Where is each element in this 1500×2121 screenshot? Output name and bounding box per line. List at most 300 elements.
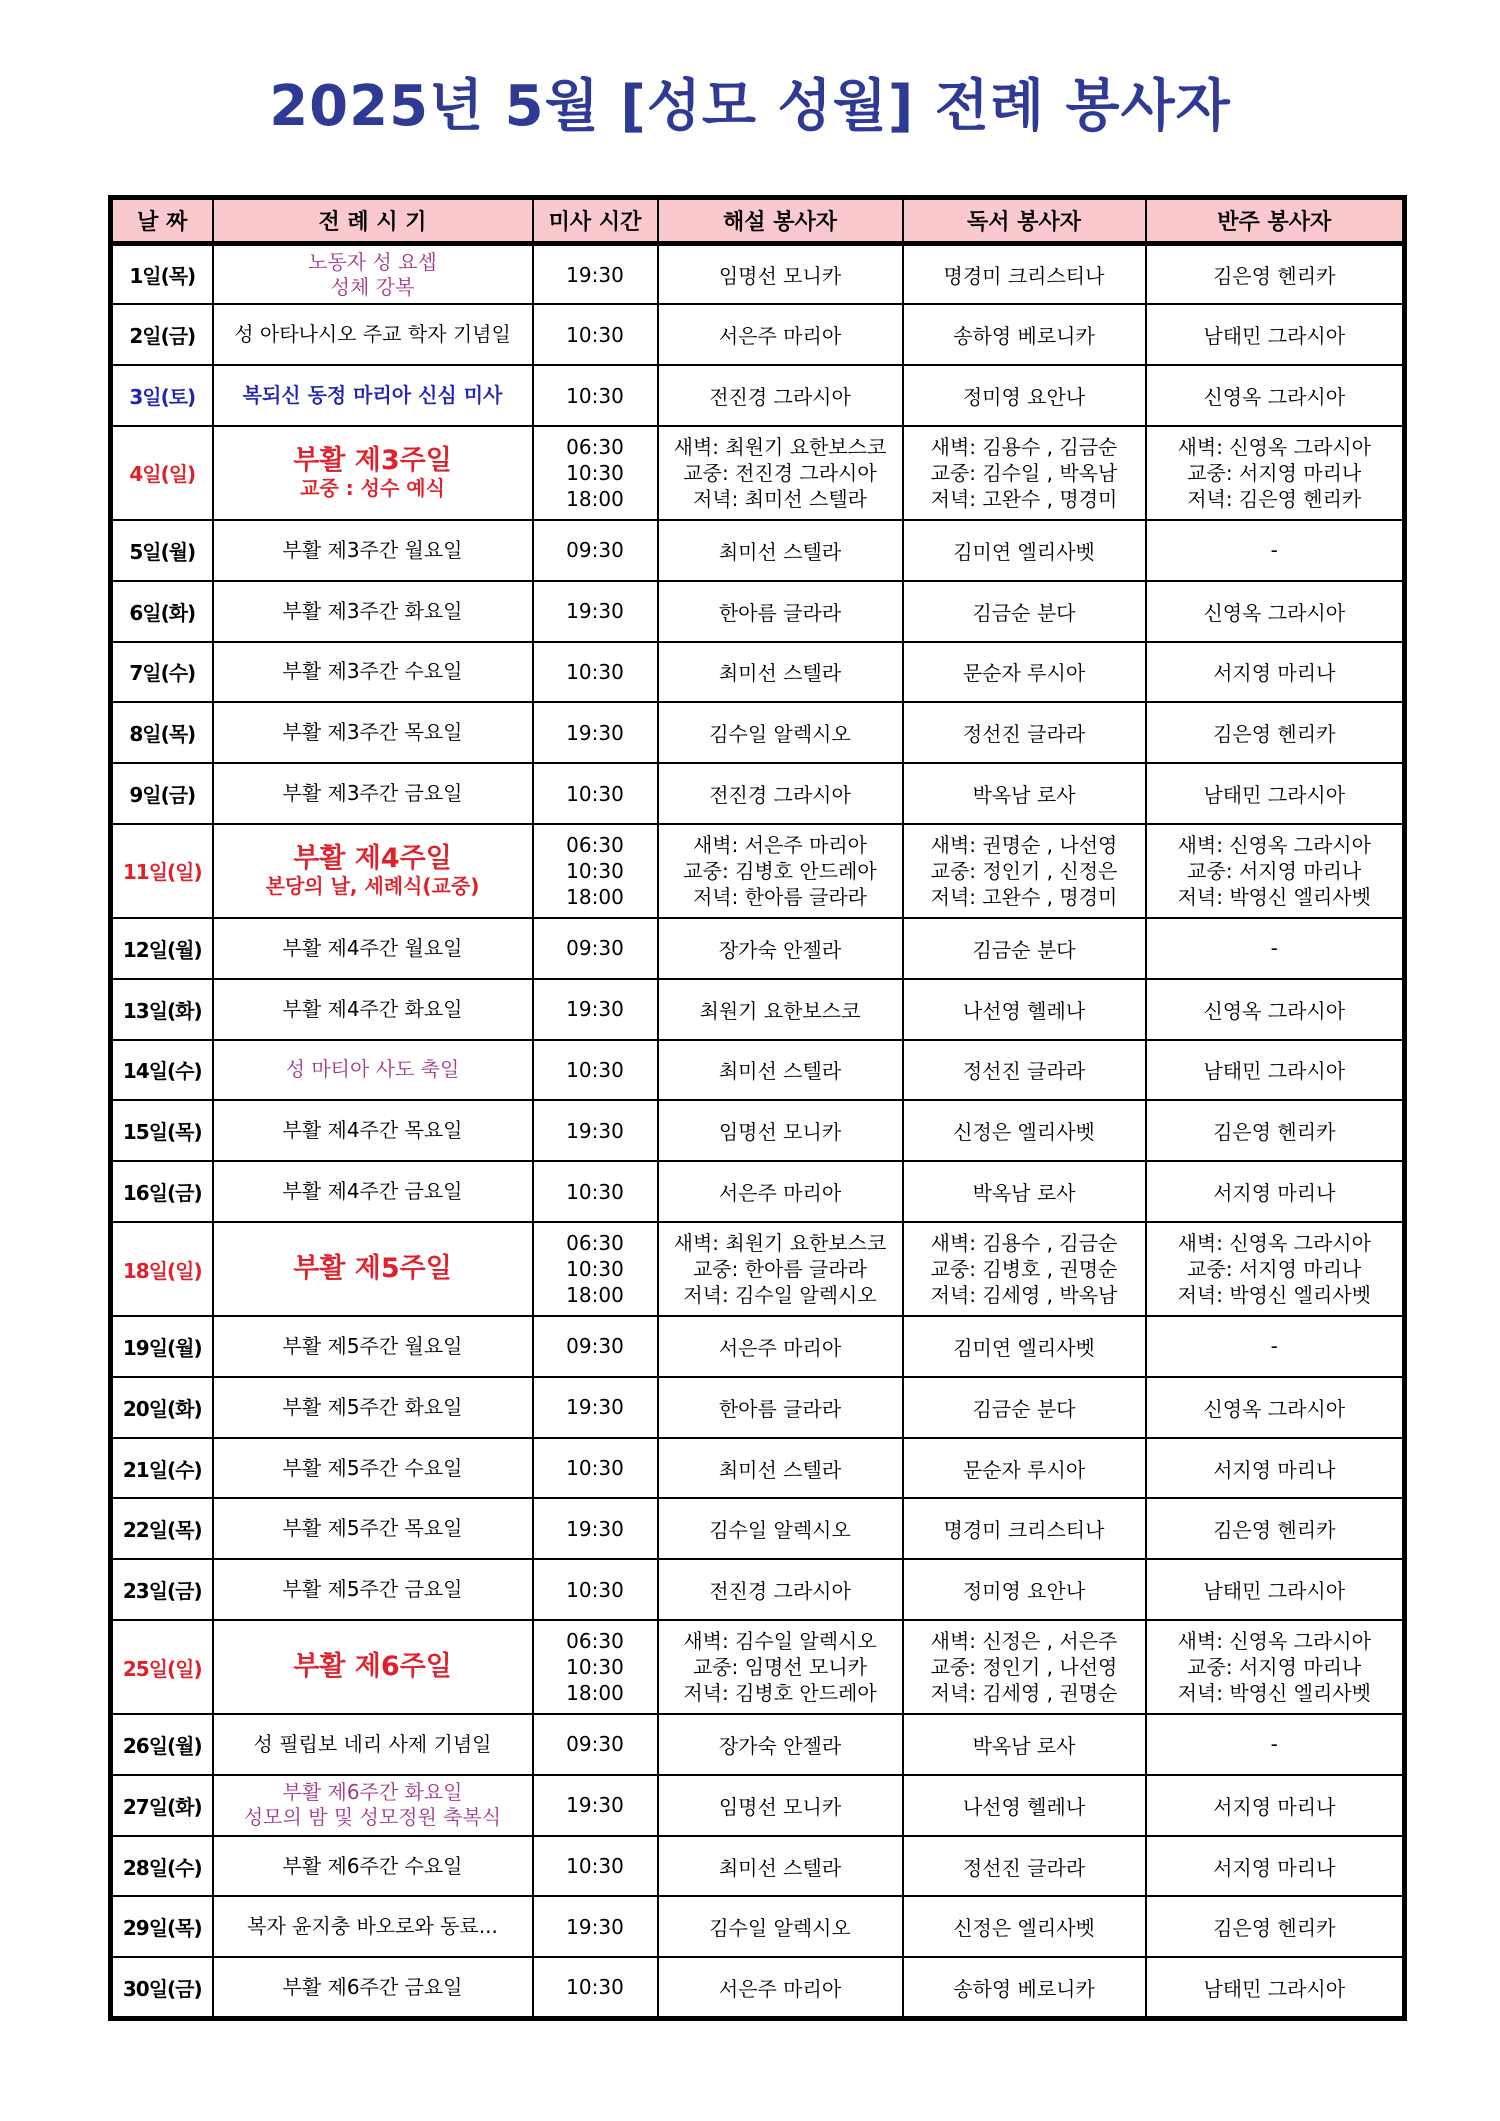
liturgy-cell (213, 1316, 533, 1377)
mass-time-cell (533, 1559, 658, 1620)
liturgy-line: 부활 제6주간 수요일 (282, 1853, 463, 1878)
liturgy-cell (213, 824, 533, 917)
volunteer-name: 전진경 그라시아 (709, 385, 851, 410)
date-cell: 25일(일) (111, 1620, 213, 1713)
volunteer-name: 임명선 모니카 (718, 1794, 842, 1819)
volunteer-name: 최미선 스텔라 (718, 1059, 842, 1084)
liturgy-cell (213, 1222, 533, 1315)
header-liturgy: 전 례 시 기 (213, 198, 533, 244)
reader-cell (903, 365, 1146, 426)
table-row (111, 1714, 1405, 1775)
volunteer-name: 최미선 스텔라 (718, 539, 842, 564)
header-organist: 반주 봉사자 (1146, 198, 1405, 244)
date-cell: 20일(화) (111, 1377, 213, 1438)
liturgy-line: 성체 강복 (330, 274, 415, 299)
table-row (111, 763, 1405, 824)
mass-time-cell (533, 1438, 658, 1499)
organist-cell (1146, 1836, 1405, 1897)
date-cell: 13일(화) (111, 979, 213, 1040)
mass-time: 10:30 (566, 1854, 624, 1879)
header-row (111, 198, 1405, 244)
mass-time: 10:30 (566, 1456, 624, 1480)
liturgy-cell (213, 1957, 533, 2018)
mass-time-cell (533, 979, 658, 1040)
table-row (111, 702, 1405, 763)
liturgy-line: 부활 제6주간 금요일 (282, 1974, 463, 1999)
date-cell: 9일(금) (111, 763, 213, 824)
liturgy-line: 교중 : 성수 예식 (300, 475, 445, 500)
volunteer-name: 김금순 분다 (972, 600, 1076, 625)
date-cell: 21일(수) (111, 1438, 213, 1499)
volunteer-name: 신영옥 그라시아 (1203, 998, 1346, 1023)
liturgy-cell (213, 1377, 533, 1438)
reader-cell (903, 1222, 1146, 1315)
volunteer-name: 최미선 스텔라 (718, 661, 842, 686)
liturgy-line: 부활 제5주간 금요일 (282, 1577, 463, 1602)
liturgy-cell (213, 1896, 533, 1957)
organist-cell (1146, 1438, 1405, 1499)
organist-cell (1146, 824, 1405, 917)
volunteer-name: 교중: 전진경 그라시아 (683, 460, 877, 485)
volunteer-name: 저녁: 최미선 스텔라 (692, 486, 867, 511)
date-cell: 5일(월) (111, 520, 213, 581)
volunteer-name: 전진경 그라시아 (709, 1579, 851, 1604)
mass-time: 10:30 (566, 781, 624, 806)
mass-time: 10:30 (566, 383, 624, 408)
reader-cell (903, 1957, 1146, 2018)
commentator-cell (658, 1438, 903, 1499)
volunteer-name: 서은주 마리아 (718, 1976, 842, 2001)
liturgy-line: 부활 제4주간 화요일 (282, 996, 463, 1021)
organist-cell (1146, 702, 1405, 763)
organist-cell (1146, 1957, 1405, 2018)
volunteer-name: 교중: 한아름 글라라 (692, 1257, 867, 1281)
mass-time-cell (533, 1620, 658, 1713)
volunteer-name: 김금순 분다 (972, 1396, 1076, 1421)
mass-time: 06:30 (566, 1231, 624, 1255)
table-row (111, 824, 1405, 917)
liturgy-line: 부활 제4주일 (293, 842, 452, 874)
volunteer-name: 김은영 헨리카 (1213, 722, 1336, 747)
liturgy-cell (213, 1559, 533, 1620)
commentator-cell (658, 365, 903, 426)
volunteer-name: 새벽: 김용수 , 김금순 (930, 434, 1118, 459)
date-cell: 26일(월) (111, 1714, 213, 1775)
table-row (111, 581, 1405, 642)
volunteer-name: 교중: 정인기 , 나선영 (930, 1655, 1118, 1680)
mass-time-cell (533, 365, 658, 426)
mass-time: 19:30 (566, 720, 624, 745)
volunteer-name: 서지영 마리나 (1213, 1855, 1336, 1880)
liturgy-line: 부활 제4주간 월요일 (282, 935, 463, 960)
mass-time: 10:30 (566, 1057, 624, 1082)
date-cell: 3일(토) (111, 365, 213, 426)
liturgy-line: 부활 제6주일 (293, 1651, 452, 1683)
mass-time: 06:30 (566, 434, 624, 459)
volunteer-name: 정미영 요안나 (962, 1579, 1086, 1604)
volunteer-name: 남태민 그라시아 (1203, 783, 1346, 808)
date-cell: 7일(수) (111, 642, 213, 703)
organist-cell (1146, 1377, 1405, 1438)
liturgy-line: 부활 제6주간 화요일 (282, 1780, 463, 1805)
volunteer-name: 저녁: 한아름 글라라 (692, 884, 867, 909)
liturgy-line: 부활 제5주간 수요일 (282, 1455, 463, 1480)
volunteer-name: 교중: 김병호 , 권명순 (930, 1257, 1118, 1281)
table-row (111, 1957, 1405, 2018)
reader-cell (903, 426, 1146, 519)
liturgy-line: 부활 제5주일 (293, 1253, 452, 1284)
volunteer-name: 저녁: 고완수 , 명경미 (930, 486, 1118, 511)
volunteer-name: 저녁: 김병호 안드레아 (683, 1681, 877, 1706)
volunteer-name: 교중: 김병호 안드레아 (683, 858, 877, 883)
mass-time-cell (533, 1222, 658, 1315)
mass-time-cell (533, 426, 658, 519)
volunteer-name: 최미선 스텔라 (718, 1855, 842, 1880)
commentator-cell (658, 918, 903, 979)
liturgy-cell (213, 642, 533, 703)
volunteer-name: 교중: 서지영 마리나 (1187, 460, 1362, 485)
mass-time-cell (533, 1836, 658, 1897)
mass-time: 19:30 (566, 1793, 624, 1818)
organist-cell (1146, 1100, 1405, 1161)
liturgy-cell (213, 979, 533, 1040)
mass-time: 19:30 (566, 997, 624, 1022)
liturgy-line: 부활 제3주간 화요일 (282, 598, 463, 623)
date-cell: 22일(목) (111, 1498, 213, 1559)
volunteer-name: - (1270, 538, 1278, 563)
liturgy-cell (213, 244, 533, 305)
liturgy-cell (213, 1498, 533, 1559)
volunteer-name: 박옥남 로사 (972, 1181, 1076, 1206)
table-row (111, 1620, 1405, 1713)
organist-cell (1146, 1896, 1405, 1957)
commentator-cell (658, 1377, 903, 1438)
liturgy-line: 성 필립보 네리 사제 기념일 (253, 1731, 492, 1756)
mass-time-cell (533, 763, 658, 824)
mass-time-cell (533, 581, 658, 642)
date-cell: 19일(월) (111, 1316, 213, 1377)
mass-time: 10:30 (566, 858, 624, 883)
liturgy-cell (213, 1620, 533, 1713)
organist-cell (1146, 304, 1405, 365)
volunteer-name: 서은주 마리아 (718, 1181, 842, 1206)
liturgy-line: 부활 제3주간 금요일 (282, 781, 463, 806)
reader-cell (903, 1377, 1146, 1438)
reader-cell (903, 1316, 1146, 1377)
table-row (111, 1040, 1405, 1101)
mass-time: 18:00 (566, 486, 624, 511)
mass-time-cell (533, 244, 658, 305)
commentator-cell (658, 1559, 903, 1620)
commentator-cell (658, 1100, 903, 1161)
reader-cell (903, 702, 1146, 763)
commentator-cell (658, 520, 903, 581)
date-cell: 28일(수) (111, 1836, 213, 1897)
reader-cell (903, 1040, 1146, 1101)
organist-cell (1146, 365, 1405, 426)
organist-cell (1146, 581, 1405, 642)
commentator-cell (658, 1714, 903, 1775)
reader-cell (903, 520, 1146, 581)
mass-time: 10:30 (566, 1577, 624, 1602)
commentator-cell (658, 1498, 903, 1559)
mass-time-cell (533, 1714, 658, 1775)
volunteer-name: 문순자 루시아 (962, 661, 1086, 686)
page-title: 2025년 5월 [성모 성월] 전례 봉사자 (269, 74, 1231, 139)
commentator-cell (658, 1896, 903, 1957)
commentator-cell (658, 1836, 903, 1897)
commentator-cell (658, 702, 903, 763)
organist-cell (1146, 1222, 1405, 1315)
mass-time-cell (533, 1775, 658, 1836)
date-cell: 1일(목) (111, 244, 213, 305)
mass-time: 19:30 (566, 599, 624, 624)
volunteer-name: 한아름 글라라 (718, 600, 842, 625)
volunteer-name: 김미연 엘리사벳 (953, 1335, 1095, 1360)
volunteer-name: 장가숙 안젤라 (718, 937, 842, 962)
organist-cell (1146, 520, 1405, 581)
volunteer-name: 서은주 마리아 (718, 1335, 842, 1360)
reader-cell (903, 304, 1146, 365)
reader-cell (903, 642, 1146, 703)
table-row (111, 304, 1405, 365)
organist-cell (1146, 1714, 1405, 1775)
volunteer-name: 신영옥 그라시아 (1203, 600, 1346, 625)
commentator-cell (658, 1040, 903, 1101)
volunteer-name: 명경미 크리스티나 (943, 264, 1105, 289)
mass-time: 10:30 (566, 1179, 624, 1204)
liturgy-cell (213, 1161, 533, 1222)
commentator-cell (658, 244, 903, 305)
volunteer-name: 송하영 베로니카 (953, 1976, 1095, 2001)
mass-time-cell (533, 1316, 658, 1377)
volunteer-name: 한아름 글라라 (718, 1396, 842, 1421)
volunteer-name: 남태민 그라시아 (1203, 1976, 1346, 2001)
volunteer-name: 서지영 마리나 (1213, 1181, 1336, 1206)
volunteer-name: 새벽: 서은주 마리아 (692, 832, 867, 857)
mass-time: 06:30 (566, 1629, 624, 1654)
volunteer-name: 서지영 마리나 (1213, 661, 1336, 686)
volunteer-name: 새벽: 신영옥 그라시아 (1177, 1231, 1371, 1255)
mass-time: 10:30 (566, 1655, 624, 1680)
volunteer-name: 송하영 베로니카 (953, 324, 1095, 349)
volunteer-name: 새벽: 신정은 , 서은주 (930, 1629, 1118, 1654)
organist-cell (1146, 918, 1405, 979)
table-row (111, 1100, 1405, 1161)
mass-time: 19:30 (566, 1914, 624, 1939)
reader-cell (903, 1100, 1146, 1161)
mass-time-cell (533, 1161, 658, 1222)
header-date: 날 짜 (111, 198, 213, 244)
commentator-cell (658, 1222, 903, 1315)
liturgy-line: 복되신 동정 마리아 신심 미사 (242, 383, 503, 408)
reader-cell (903, 1896, 1146, 1957)
organist-cell (1146, 979, 1405, 1040)
liturgy-line: 부활 제3주간 월요일 (282, 537, 463, 562)
mass-time: 19:30 (566, 1395, 624, 1420)
commentator-cell (658, 1620, 903, 1713)
volunteer-name: 새벽: 최원기 요한보스코 (673, 1231, 887, 1255)
volunteer-name: 김미연 엘리사벳 (953, 539, 1095, 564)
volunteer-name: - (1270, 1732, 1278, 1757)
liturgy-line: 본당의 날, 세례식(교중) (265, 873, 480, 898)
mass-time-cell (533, 1100, 658, 1161)
volunteer-name: 박옥남 로사 (972, 783, 1076, 808)
volunteer-name: 임명선 모니카 (718, 264, 842, 289)
mass-time: 10:30 (566, 659, 624, 684)
table-row (111, 1498, 1405, 1559)
mass-time: 09:30 (566, 538, 624, 563)
date-cell: 18일(일) (111, 1222, 213, 1315)
commentator-cell (658, 1316, 903, 1377)
liturgy-cell (213, 426, 533, 519)
volunteer-name: 새벽: 신영옥 그라시아 (1177, 434, 1371, 459)
volunteer-name: 새벽: 김수일 알렉시오 (683, 1629, 877, 1654)
liturgy-line: 부활 제4주간 금요일 (282, 1179, 463, 1204)
commentator-cell (658, 979, 903, 1040)
schedule-table (108, 195, 1407, 2021)
volunteer-name: 새벽: 김용수 , 김금순 (930, 1231, 1118, 1255)
commentator-cell (658, 581, 903, 642)
volunteer-name: 교중: 서지영 마리나 (1187, 1655, 1362, 1680)
volunteer-name: 새벽: 신영옥 그라시아 (1177, 832, 1371, 857)
volunteer-name: - (1270, 936, 1278, 961)
reader-cell (903, 581, 1146, 642)
liturgy-cell (213, 1836, 533, 1897)
volunteer-name: 김수일 알렉시오 (709, 1518, 851, 1543)
table-row (111, 365, 1405, 426)
reader-cell (903, 1620, 1146, 1713)
volunteer-name: 최미선 스텔라 (718, 1457, 842, 1482)
volunteer-name: 신정은 엘리사벳 (953, 1916, 1095, 1941)
liturgy-cell (213, 304, 533, 365)
mass-time-cell (533, 1957, 658, 2018)
mass-time: 10:30 (566, 1257, 624, 1281)
liturgy-line: 성모의 밤 및 성모정원 축복식 (243, 1805, 502, 1830)
mass-time: 06:30 (566, 832, 624, 857)
mass-time: 10:30 (566, 322, 624, 347)
header-reader: 독서 봉사자 (903, 198, 1146, 244)
table-row (111, 244, 1405, 305)
volunteer-name: 서지영 마리나 (1213, 1457, 1336, 1482)
commentator-cell (658, 642, 903, 703)
volunteer-name: 남태민 그라시아 (1203, 324, 1346, 349)
date-cell: 8일(목) (111, 702, 213, 763)
reader-cell (903, 763, 1146, 824)
organist-cell (1146, 1775, 1405, 1836)
volunteer-name: 나선영 헬레나 (962, 998, 1086, 1023)
liturgy-line: 부활 제3주간 수요일 (282, 659, 463, 684)
volunteer-name: 나선영 헬레나 (962, 1794, 1086, 1819)
header-commentator: 해설 봉사자 (658, 198, 903, 244)
header-mass-time: 미사 시간 (533, 198, 658, 244)
volunteer-name: 저녁: 김은영 헨리카 (1187, 486, 1362, 511)
volunteer-name: 장가숙 안젤라 (718, 1733, 842, 1758)
table-row (111, 1438, 1405, 1499)
date-cell: 14일(수) (111, 1040, 213, 1101)
table-row (111, 1775, 1405, 1836)
reader-cell (903, 1161, 1146, 1222)
reader-cell (903, 824, 1146, 917)
reader-cell (903, 1714, 1146, 1775)
mass-time-cell (533, 642, 658, 703)
volunteer-name: 김은영 헨리카 (1213, 264, 1336, 289)
liturgy-cell (213, 702, 533, 763)
commentator-cell (658, 426, 903, 519)
liturgy-line: 부활 제3주일 (293, 444, 452, 476)
reader-cell (903, 1498, 1146, 1559)
reader-cell (903, 1775, 1146, 1836)
date-cell: 6일(화) (111, 581, 213, 642)
volunteer-name: 새벽: 신영옥 그라시아 (1177, 1629, 1371, 1654)
mass-time: 18:00 (566, 1681, 624, 1706)
organist-cell (1146, 1161, 1405, 1222)
liturgy-cell (213, 1100, 533, 1161)
volunteer-name: 저녁: 박영신 엘리사벳 (1177, 1681, 1371, 1706)
volunteer-name: 저녁: 김세영 , 권명순 (930, 1681, 1118, 1706)
liturgy-line: 성 아타나시오 주교 학자 기념일 (234, 322, 511, 347)
mass-time-cell (533, 520, 658, 581)
date-cell: 29일(목) (111, 1896, 213, 1957)
volunteer-name: 교중: 김수일 , 박옥남 (930, 460, 1118, 485)
organist-cell (1146, 1498, 1405, 1559)
date-cell: 4일(일) (111, 426, 213, 519)
volunteer-name: 김수일 알렉시오 (709, 1916, 851, 1941)
liturgy-cell (213, 365, 533, 426)
liturgy-cell (213, 918, 533, 979)
volunteer-name: 신영옥 그라시아 (1203, 385, 1346, 410)
mass-time-cell (533, 1377, 658, 1438)
table-row (111, 1559, 1405, 1620)
liturgy-cell (213, 581, 533, 642)
mass-time-cell (533, 1896, 658, 1957)
organist-cell (1146, 1559, 1405, 1620)
mass-time: 19:30 (566, 1118, 624, 1143)
date-cell: 2일(금) (111, 304, 213, 365)
organist-cell (1146, 1620, 1405, 1713)
reader-cell (903, 1438, 1146, 1499)
liturgy-line: 복자 윤지충 바오로와 동료... (247, 1914, 498, 1939)
date-cell: 16일(금) (111, 1161, 213, 1222)
table-row (111, 1222, 1405, 1315)
reader-cell (903, 979, 1146, 1040)
volunteer-name: 문순자 루시아 (962, 1457, 1086, 1482)
volunteer-name: 저녁: 김세영 , 박옥남 (930, 1283, 1118, 1307)
mass-time: 10:30 (566, 460, 624, 485)
liturgy-cell (213, 1714, 533, 1775)
volunteer-name: 교중: 서지영 마리나 (1187, 858, 1362, 883)
table-row (111, 642, 1405, 703)
liturgy-cell (213, 763, 533, 824)
date-cell: 11일(일) (111, 824, 213, 917)
mass-time-cell (533, 918, 658, 979)
table-row (111, 1896, 1405, 1957)
volunteer-name: 박옥남 로사 (972, 1733, 1076, 1758)
liturgy-line: 부활 제5주간 목요일 (282, 1516, 463, 1541)
volunteer-name: 저녁: 박영신 엘리사벳 (1177, 884, 1371, 909)
mass-time-cell (533, 702, 658, 763)
liturgy-cell (213, 520, 533, 581)
volunteer-name: 정선진 글라라 (962, 722, 1086, 747)
mass-time: 09:30 (566, 1732, 624, 1757)
liturgy-cell (213, 1438, 533, 1499)
commentator-cell (658, 1775, 903, 1836)
liturgy-line: 부활 제5주간 화요일 (282, 1394, 463, 1419)
mass-time: 19:30 (566, 262, 624, 287)
table-row (111, 918, 1405, 979)
date-cell: 30일(금) (111, 1957, 213, 2018)
volunteer-name: 교중: 서지영 마리나 (1187, 1257, 1362, 1281)
